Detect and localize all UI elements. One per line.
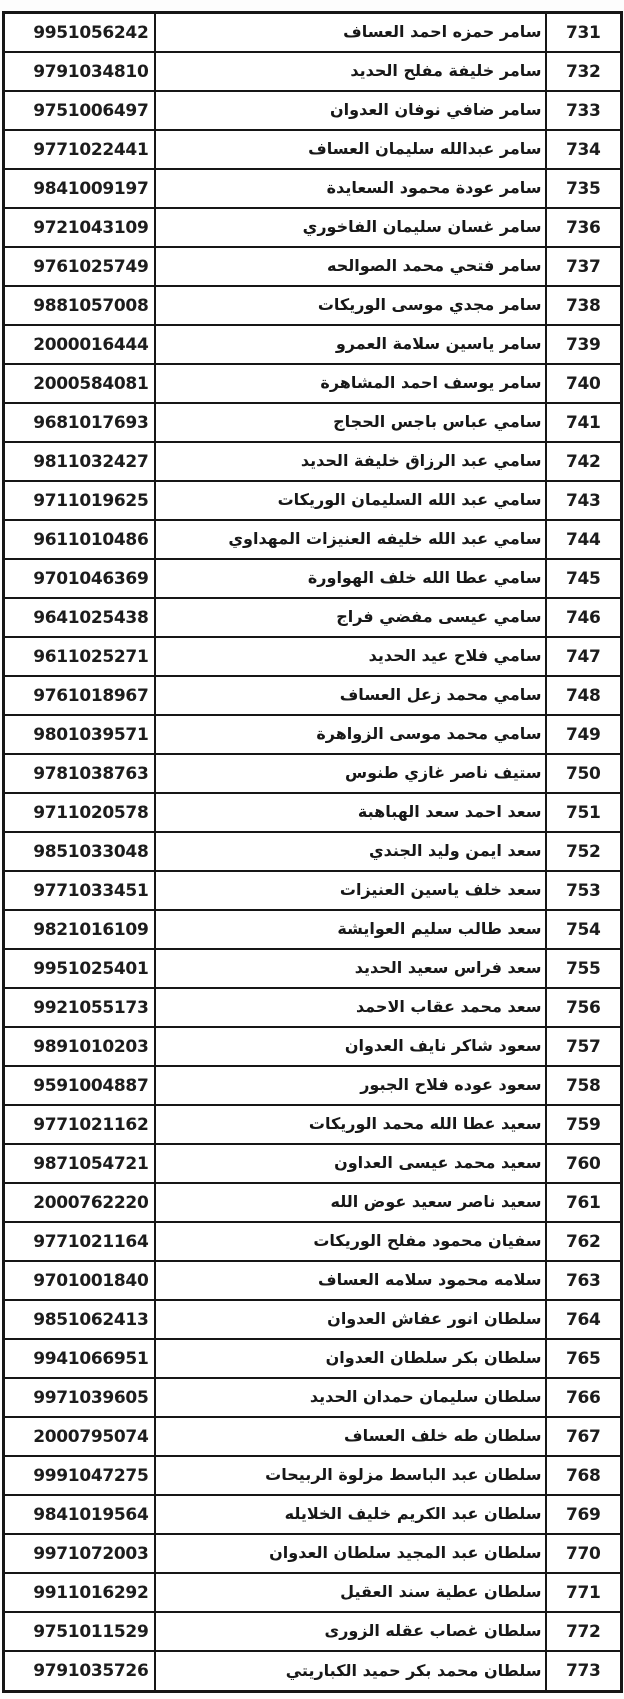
national-id-cell: 9701001840 [4, 1261, 155, 1300]
row-number-cell: 733 [546, 91, 622, 130]
name-cell: سلطان طه خلف العساف [155, 1417, 546, 1456]
table-row [4, 169, 622, 208]
row-number-cell: 769 [546, 1495, 622, 1534]
national-id-cell: 9841019564 [4, 1495, 155, 1534]
name-cell: سلطان عبد الباسط مزلوة الربيحات [155, 1456, 546, 1495]
name-cell: سامر عبدالله سليمان العساف [155, 130, 546, 169]
table-row [4, 1612, 622, 1651]
table-row [4, 871, 622, 910]
table-row [4, 1027, 622, 1066]
national-id-cell: 9771021164 [4, 1222, 155, 1261]
row-number-cell: 759 [546, 1105, 622, 1144]
row-number-cell: 767 [546, 1417, 622, 1456]
table-row [4, 286, 622, 325]
row-number-cell: 740 [546, 364, 622, 403]
table-row [4, 1573, 622, 1612]
national-id-cell: 9921055173 [4, 988, 155, 1027]
name-cell: سامي عبد الله خليفه العنيزات المهداوي [155, 520, 546, 559]
name-cell: سعيد محمد عيسى العداون [155, 1144, 546, 1183]
table-row [4, 247, 622, 286]
name-cell: سامي عطا الله خلف الهواورة [155, 559, 546, 598]
national-id-cell: 9761018967 [4, 676, 155, 715]
name-cell: سعيد عطا الله محمد الوريكات [155, 1105, 546, 1144]
national-id-cell: 9971072003 [4, 1534, 155, 1573]
row-number-cell: 753 [546, 871, 622, 910]
table-row [4, 793, 622, 832]
row-number-cell: 765 [546, 1339, 622, 1378]
name-cell: سامي محمد زعل العساف [155, 676, 546, 715]
national-id-cell: 9891010203 [4, 1027, 155, 1066]
row-number-cell: 747 [546, 637, 622, 676]
name-cell: سامر مجدي موسى الوريكات [155, 286, 546, 325]
name-cell: سعد خلف ياسين العنيزات [155, 871, 546, 910]
table-row [4, 754, 622, 793]
name-cell: سعد محمد عقاب الاحمد [155, 988, 546, 1027]
name-cell: سعد ايمن وليد الجندي [155, 832, 546, 871]
name-cell: سلطان غصاب عقله الزورى [155, 1612, 546, 1651]
row-number-cell: 761 [546, 1183, 622, 1222]
table-row [4, 598, 622, 637]
national-id-cell: 2000762220 [4, 1183, 155, 1222]
row-number-cell: 749 [546, 715, 622, 754]
national-id-cell: 9811032427 [4, 442, 155, 481]
name-cell: سعد طالب سليم العوايشة [155, 910, 546, 949]
table-row [4, 1261, 622, 1300]
table-row [4, 13, 622, 53]
national-id-cell: 9611025271 [4, 637, 155, 676]
name-cell: سامر فتحي محمد الصوالحه [155, 247, 546, 286]
national-id-cell: 9771022441 [4, 130, 155, 169]
national-id-cell: 9941066951 [4, 1339, 155, 1378]
name-cell: سعد احمد سعد الهباهبة [155, 793, 546, 832]
name-cell: سامر ضافي نوفان العدوان [155, 91, 546, 130]
name-cell: سامي محمد موسى الزواهرة [155, 715, 546, 754]
national-id-cell: 9771033451 [4, 871, 155, 910]
table-row [4, 1378, 622, 1417]
table-row [4, 364, 622, 403]
national-id-cell: 9611010486 [4, 520, 155, 559]
table-row [4, 1495, 622, 1534]
row-number-cell: 745 [546, 559, 622, 598]
row-number-cell: 773 [546, 1651, 622, 1691]
row-number-cell: 768 [546, 1456, 622, 1495]
roster-table-body [4, 13, 622, 1692]
row-number-cell: 736 [546, 208, 622, 247]
table-row [4, 481, 622, 520]
national-id-cell: 9791035726 [4, 1651, 155, 1691]
name-cell: سلطان عطية سند العقيل [155, 1573, 546, 1612]
table-row [4, 130, 622, 169]
table-row [4, 1183, 622, 1222]
row-number-cell: 739 [546, 325, 622, 364]
row-number-cell: 751 [546, 793, 622, 832]
table-row [4, 520, 622, 559]
national-id-cell: 9751006497 [4, 91, 155, 130]
national-id-cell: 9711019625 [4, 481, 155, 520]
table-row [4, 1300, 622, 1339]
name-cell: سامي عباس باجس الحجاج [155, 403, 546, 442]
row-number-cell: 771 [546, 1573, 622, 1612]
national-id-cell: 9721043109 [4, 208, 155, 247]
table-row [4, 1456, 622, 1495]
name-cell: سفيان محمود مفلح الوريكات [155, 1222, 546, 1261]
row-number-cell: 762 [546, 1222, 622, 1261]
name-cell: سلطان بكر سلطان العدوان [155, 1339, 546, 1378]
national-id-cell: 9821016109 [4, 910, 155, 949]
national-id-cell: 9781038763 [4, 754, 155, 793]
name-cell: سامر ياسين سلامة العمرو [155, 325, 546, 364]
national-id-cell: 2000795074 [4, 1417, 155, 1456]
national-id-cell: 9791034810 [4, 52, 155, 91]
national-id-cell: 9801039571 [4, 715, 155, 754]
row-number-cell: 752 [546, 832, 622, 871]
name-cell: سامر يوسف احمد المشاهرة [155, 364, 546, 403]
table-row [4, 949, 622, 988]
table-row [4, 1066, 622, 1105]
table-row [4, 637, 622, 676]
row-number-cell: 756 [546, 988, 622, 1027]
national-id-cell: 9851062413 [4, 1300, 155, 1339]
name-cell: سعيد ناصر سعيد عوض الله [155, 1183, 546, 1222]
table-row [4, 1222, 622, 1261]
national-id-cell: 9841009197 [4, 169, 155, 208]
name-cell: سلامه محمود سلامه العساف [155, 1261, 546, 1300]
table-row [4, 325, 622, 364]
row-number-cell: 766 [546, 1378, 622, 1417]
name-cell: سامي عيسى مفضي فراج [155, 598, 546, 637]
name-cell: سلطان سليمان حمدان الحديد [155, 1378, 546, 1417]
name-cell: سامر حمزه احمد العساف [155, 13, 546, 53]
table-row [4, 1144, 622, 1183]
table-row [4, 1105, 622, 1144]
national-id-cell: 2000016444 [4, 325, 155, 364]
national-id-cell: 9991047275 [4, 1456, 155, 1495]
row-number-cell: 743 [546, 481, 622, 520]
table-row [4, 403, 622, 442]
national-id-cell: 9701046369 [4, 559, 155, 598]
name-cell: سلطان عبد المجيد سلطان العدوان [155, 1534, 546, 1573]
national-id-cell: 9761025749 [4, 247, 155, 286]
name-cell: سامي فلاح عيد الحديد [155, 637, 546, 676]
national-id-cell: 9591004887 [4, 1066, 155, 1105]
row-number-cell: 734 [546, 130, 622, 169]
roster-table [2, 11, 623, 1693]
national-id-cell: 9881057008 [4, 286, 155, 325]
national-id-cell: 9951025401 [4, 949, 155, 988]
table-row [4, 1534, 622, 1573]
national-id-cell: 9771021162 [4, 1105, 155, 1144]
row-number-cell: 741 [546, 403, 622, 442]
row-number-cell: 758 [546, 1066, 622, 1105]
table-row [4, 1651, 622, 1691]
row-number-cell: 737 [546, 247, 622, 286]
national-id-cell: 9711020578 [4, 793, 155, 832]
table-row [4, 208, 622, 247]
national-id-cell: 9681017693 [4, 403, 155, 442]
row-number-cell: 772 [546, 1612, 622, 1651]
row-number-cell: 755 [546, 949, 622, 988]
national-id-cell: 9641025438 [4, 598, 155, 637]
table-row [4, 832, 622, 871]
national-id-cell: 9911016292 [4, 1573, 155, 1612]
name-cell: سعود عوده فلاح الجبور [155, 1066, 546, 1105]
row-number-cell: 757 [546, 1027, 622, 1066]
national-id-cell: 9951056242 [4, 13, 155, 53]
name-cell: سامر عودة محمود السعايدة [155, 169, 546, 208]
name-cell: ستيف ناصر غازي طنوس [155, 754, 546, 793]
national-id-cell: 9971039605 [4, 1378, 155, 1417]
row-number-cell: 754 [546, 910, 622, 949]
row-number-cell: 732 [546, 52, 622, 91]
row-number-cell: 750 [546, 754, 622, 793]
name-cell: سعود شاكر نايف العدوان [155, 1027, 546, 1066]
row-number-cell: 760 [546, 1144, 622, 1183]
row-number-cell: 763 [546, 1261, 622, 1300]
table-row [4, 1417, 622, 1456]
row-number-cell: 746 [546, 598, 622, 637]
row-number-cell: 731 [546, 13, 622, 53]
row-number-cell: 735 [546, 169, 622, 208]
row-number-cell: 744 [546, 520, 622, 559]
table-row [4, 559, 622, 598]
row-number-cell: 748 [546, 676, 622, 715]
name-cell: سامي عبد الرزاق خليفة الحديد [155, 442, 546, 481]
name-cell: سلطان عبد الكريم خليف الخلايله [155, 1495, 546, 1534]
row-number-cell: 738 [546, 286, 622, 325]
name-cell: سلطان انور عفاش العدوان [155, 1300, 546, 1339]
table-row [4, 1339, 622, 1378]
name-cell: سامر خليفة مفلح الحديد [155, 52, 546, 91]
table-row [4, 91, 622, 130]
name-cell: سامي عبد الله السليمان الوريكات [155, 481, 546, 520]
row-number-cell: 770 [546, 1534, 622, 1573]
table-row [4, 715, 622, 754]
table-row [4, 442, 622, 481]
table-row [4, 52, 622, 91]
table-row [4, 988, 622, 1027]
name-cell: سعد فراس سعيد الحديد [155, 949, 546, 988]
national-id-cell: 2000584081 [4, 364, 155, 403]
national-id-cell: 9751011529 [4, 1612, 155, 1651]
row-number-cell: 764 [546, 1300, 622, 1339]
national-id-cell: 9871054721 [4, 1144, 155, 1183]
name-cell: سامر غسان سليمان الفاخوري [155, 208, 546, 247]
national-id-cell: 9851033048 [4, 832, 155, 871]
name-cell: سلطان محمد بكر حميد الكباريتي [155, 1651, 546, 1691]
table-row [4, 910, 622, 949]
table-row [4, 676, 622, 715]
row-number-cell: 742 [546, 442, 622, 481]
